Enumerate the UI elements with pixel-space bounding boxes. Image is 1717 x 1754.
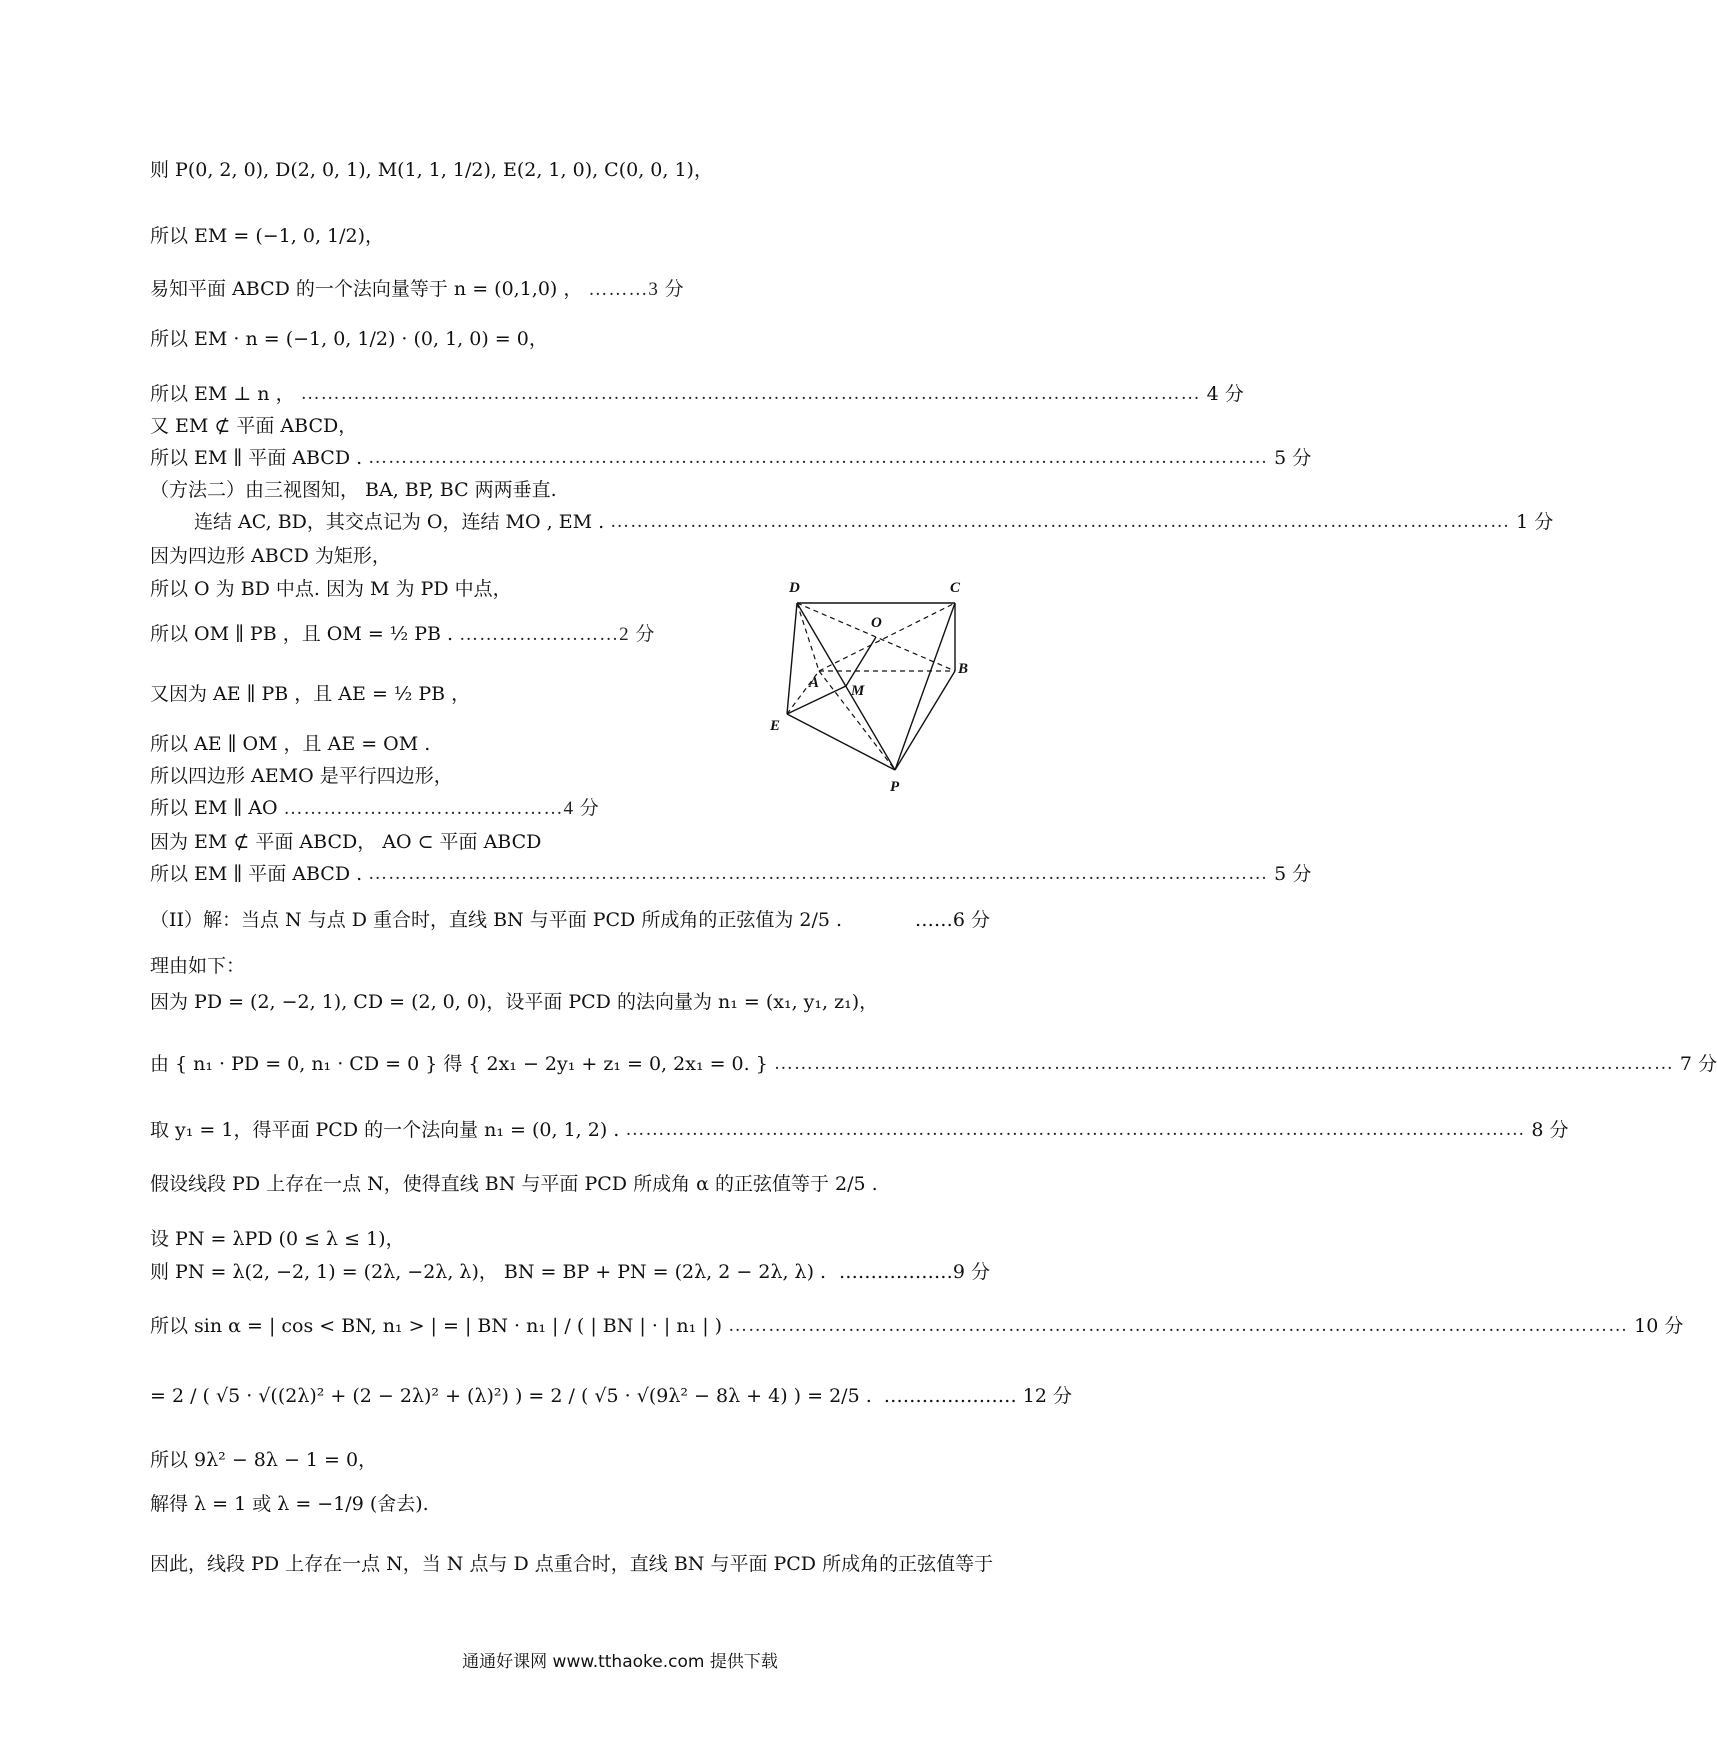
label-p: P [890,779,900,795]
text-line-2: 所以 EM = (−1, 0, 1/2)， [150,225,385,247]
geometry-figure [745,565,980,805]
text-line-25: 设 PN = λPD (0 ≤ λ ≤ 1)， [150,1228,405,1250]
text-line-16: 所以 EM ∥ AO ……………………………………4 分 [150,797,600,819]
score-marker: ………3 分 [588,279,685,300]
text-line-28: = 2 / ( √5 · √((2λ)² + (2 − 2λ)² + (λ)²) ) = 2 / ( √5 · √(9λ² − 8λ + 4) ) = 2/5 . ………………… 12 分 [150,1382,990,1410]
text-line-20: 理由如下： [150,955,246,977]
page-footer: 通通好课网 www.tthaoke.com 提供下载 [462,1652,778,1672]
score-marker: 4 分 [1206,383,1244,405]
edge-de [787,603,797,714]
label-e: E [770,718,781,734]
text-line-24: 假设线段 PD 上存在一点 N，使得直线 BN 与平面 PCD 所成角 α 的正弦值等于 2/5 . [150,1173,878,1195]
text-line-5: 所以 EM ⊥ n ， ……………………………………………………………………………………………………………………… 4 分 [150,380,990,408]
label-m: M [851,683,865,699]
text-line-26: 则 PN = λ(2, −2, 1) = (2λ, −2λ, λ)， BN = BP + PN = (2λ, 2 − 2λ, λ) . ………………9 分 [150,1258,990,1286]
score-marker: 8 分 [1531,1119,1569,1141]
score-marker: ……6 分 [914,909,990,931]
text-line-11: 所以 O 为 BD 中点. 因为 M 为 PD 中点， [150,578,512,600]
text-line-6: 又 EM ⊄ 平面 ABCD， [150,415,358,437]
text-line-18: 所以 EM ∥ 平面 ABCD . ……………………………………………………………………………………………………………………… 5 分 [150,860,990,888]
text-line-30: 解得 λ = 1 或 λ = −1/9 (舍去). [150,1493,429,1515]
text-line-12: 所以 OM ∥ PB ，且 OM = ½ PB . ……………………2 分 [150,623,656,645]
text-line-9: 连结 AC, BD，其交点记为 O，连结 MO , EM . ……………………………………………………………………………………………………………………… 1 分 [150,508,990,536]
text-line-10: 因为四边形 ABCD 为矩形， [150,545,391,567]
label-a: A [809,675,820,691]
score-marker: ………………9 分 [838,1261,990,1283]
text-line-14: 所以 AE ∥ OM ，且 AE = OM . [150,733,431,755]
text-line-1: 则 P(0, 2, 0), D(2, 0, 1), M(1, 1, 1/2), E(2, 1, 0), C(0, 0, 1)， [150,159,713,181]
text-line-31: 因此，线段 PD 上存在一点 N，当 N 点与 D 点重合时，直线 BN 与平面 PCD 所成角的正弦值等于 [150,1553,994,1575]
text-line-29: 所以 9λ² − 8λ − 1 = 0， [150,1449,378,1471]
score-marker: ……………………………………4 分 [283,798,600,819]
label-c: C [950,580,961,596]
score-marker: 1 分 [1516,511,1554,533]
text-line-15: 所以四边形 AEMO 是平行四边形， [150,765,453,787]
text-line-23: 取 y₁ = 1，得平面 PCD 的一个法向量 n₁ = (0, 1, 2) . ……………………………………………………………………………………………………………………… 8 分 [150,1116,990,1144]
label-d: D [789,580,800,596]
segment-da [797,603,819,671]
text-line-17: 因为 EM ⊄ 平面 ABCD， AO ⊂ 平面 ABCD [150,831,542,853]
text-line-27: 所以 sin α = | cos < BN, n₁ > | = | BN · n₁ | / ( | BN | · | n₁ | ) ……………………………………………………………………………………………………………………… 10 分 [150,1312,990,1340]
label-o: O [871,615,882,631]
text-line-3: 易知平面 ABCD 的一个法向量等于 n = (0,1,0) ， ………3 分 [150,278,685,300]
text-line-19: （II）解：当点 N 与点 D 重合时，直线 BN 与平面 PCD 所成角的正弦值为 2/5 . ……6 分 [150,906,990,934]
score-marker: 5 分 [1274,863,1312,885]
score-marker: 10 分 [1634,1315,1684,1337]
text-line-7: 所以 EM ∥ 平面 ABCD . ……………………………………………………………………………………………………………………… 5 分 [150,444,990,472]
text-line-8: （方法二）由三视图知， BA, BP, BC 两两垂直. [150,479,557,501]
label-b: B [958,661,969,677]
pyramid-diagram [745,565,980,805]
score-marker: 5 分 [1274,447,1312,469]
score-marker: ………………… 12 分 [883,1385,1072,1407]
text-line-22: 由 { n₁ · PD = 0, n₁ · CD = 0 } 得 { 2x₁ − 2y₁ + z₁ = 0, 2x₁ = 0. } ……………………………………………………………………………………………………………………… 7 分 [150,1050,990,1078]
text-line-21: 因为 PD = (2, −2, 1), CD = (2, 0, 0)，设平面 PCD 的法向量为 n₁ = (x₁, y₁, z₁)， [150,991,879,1013]
score-marker: 7 分 [1679,1053,1717,1075]
score-marker: ……………………2 分 [459,624,656,645]
text-line-13: 又因为 AE ∥ PB ，且 AE = ½ PB ， [150,683,471,705]
text-line-4: 所以 EM · n = (−1, 0, 1/2) · (0, 1, 0) = 0， [150,328,548,350]
